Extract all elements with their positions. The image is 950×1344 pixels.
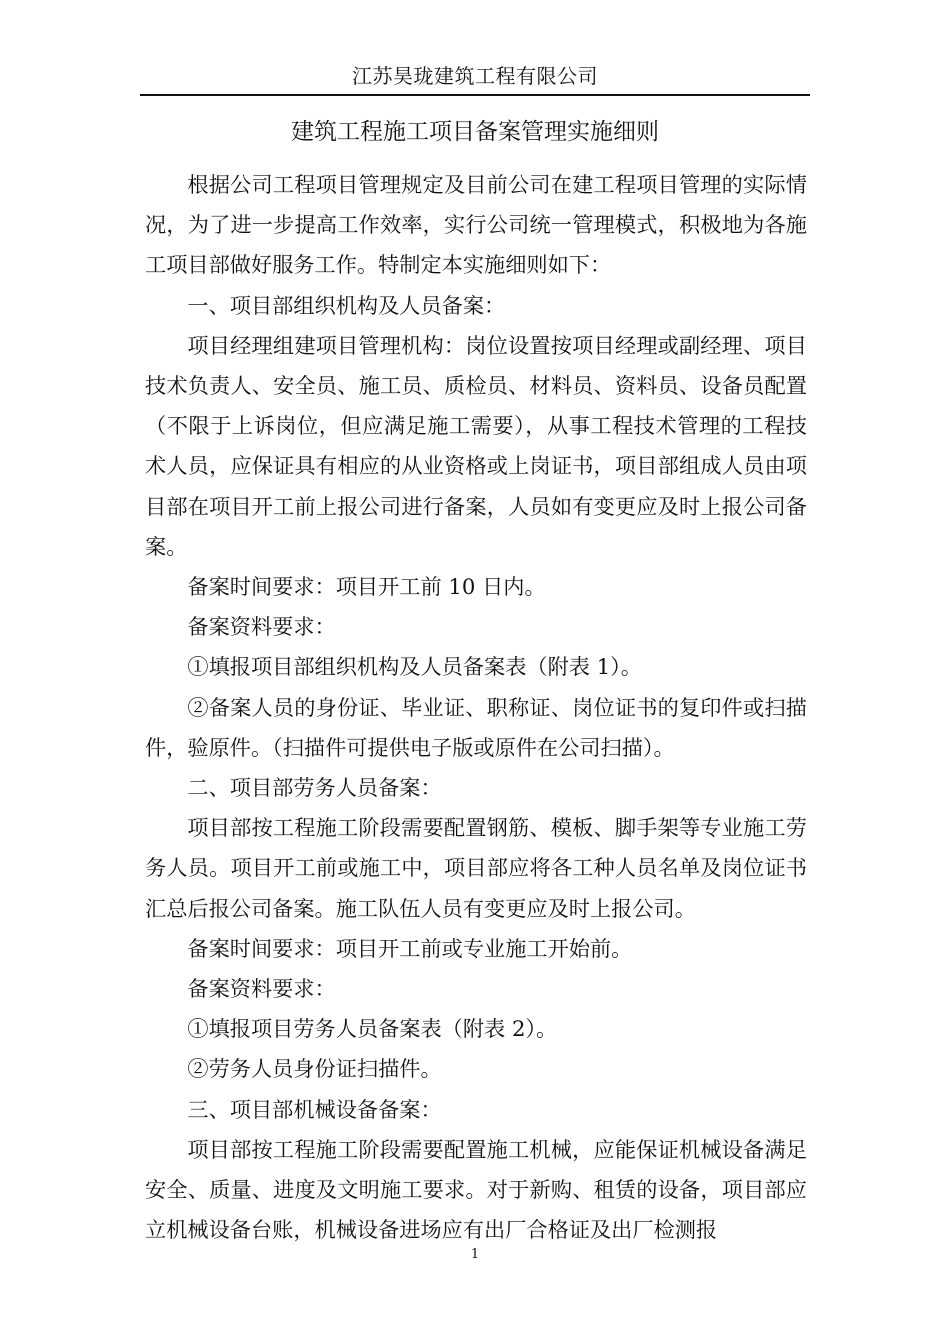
section-heading: 三、项目部机械设备备案： (187, 1096, 442, 1122)
page-header-company: 江苏昊珑建筑工程有限公司 (352, 64, 598, 88)
paragraph: 项目部按工程施工阶段需要配置钢筋、模板、脚手架等专业施工劳务人员。项目开工前或施工中，项目部应将各工种人员名单及岗位证书汇总后报公司备案。施工队伍人员有变更应及时上报公司。 (145, 815, 807, 921)
section-heading: 二、项目部劳务人员备案： (187, 775, 442, 801)
header-divider (140, 94, 810, 96)
paragraph: 项目部按工程施工阶段需要配置施工机械，应能保证机械设备满足安全、质量、进度及文明施工要求。对于新购、租赁的设备，项目部应立机械设备台账，机械设备进场应有出厂合格证及出厂检测报 (145, 1136, 807, 1243)
paragraph: 备案资料要求： (187, 976, 336, 1002)
list-item: ①填报项目劳务人员备案表（附表 2）。 (187, 1016, 558, 1042)
paragraph: 备案时间要求：项目开工前 10 日内。 (187, 574, 546, 600)
page-number: 1 (470, 1247, 480, 1262)
paragraph: 备案时间要求：项目开工前或专业施工开始前。 (187, 935, 633, 961)
list-item: ②劳务人员身份证扫描件。 (187, 1056, 442, 1082)
paragraph: 项目经理组建项目管理机构：岗位设置按项目经理或副经理、项目技术负责人、安全员、施工员、质检员、材料员、资料员、设备员配置（不限于上诉岗位，但应满足施工需要），从事工程技术管理的工程技术人员，应保证具有相应的从业资格或上岗证书，项目部组成人员由项目部在项目开工前上报公司进行备案，人员如有变更应及时上报公司备案。 (145, 332, 807, 559)
paragraph: 根据公司工程项目管理规定及目前公司在建工程项目管理的实际情况，为了进一步提高工作效率，实行公司统一管理模式，积极地为各施工项目部做好服务工作。特制定本实施细则如下： (145, 172, 807, 278)
list-item: ①填报项目部组织机构及人员备案表（附表 1）。 (187, 654, 642, 680)
section-heading: 一、项目部组织机构及人员备案： (187, 292, 506, 318)
paragraph: 备案资料要求： (187, 614, 336, 640)
list-item: ②备案人员的身份证、毕业证、职称证、岗位证书的复印件或扫描件，验原件。（扫描件可提供电子版或原件在公司扫描）。 (145, 694, 807, 760)
document-body (145, 165, 807, 1250)
document-title: 建筑工程施工项目备案管理实施细则 (291, 119, 659, 145)
